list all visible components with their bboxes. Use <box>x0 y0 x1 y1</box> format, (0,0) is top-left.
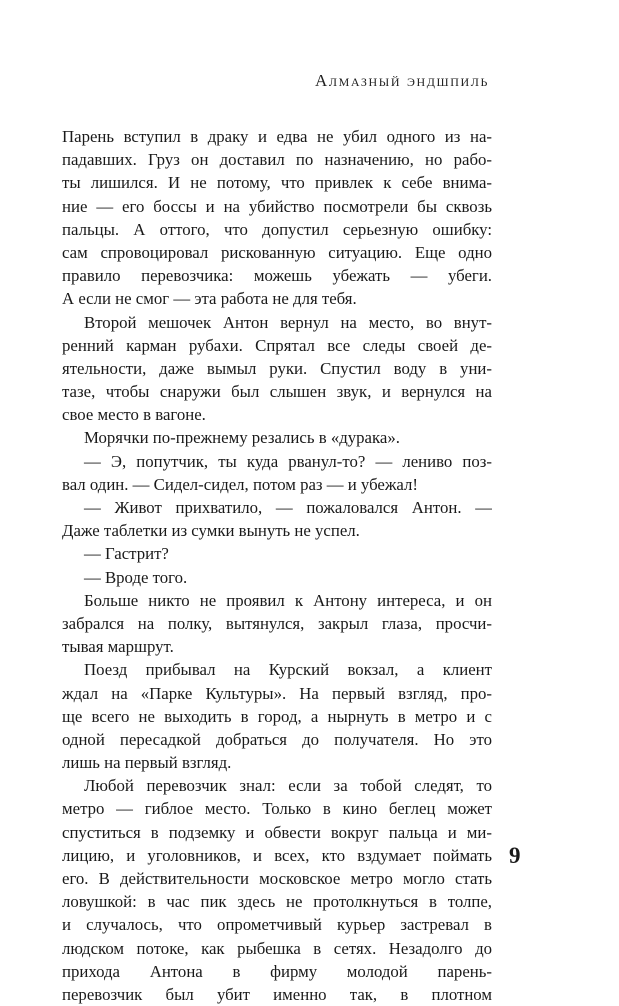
text-line: лицию, и уголовников, и всех, кто вздумает поймать <box>62 845 492 865</box>
text-line: падавших. Груз он доставил по назначению, но рабо- <box>62 150 492 170</box>
text-line: Морячки по-прежнему резались в «дурака». <box>84 428 400 448</box>
text-line: тывая маршрут. <box>62 637 174 657</box>
text-line: людском потоке, как рыбешка в сетях. Незадолго до <box>62 938 492 958</box>
text-line: тазе, чтобы снаружи был слышен звук, и вернулся на <box>62 382 492 402</box>
text-line: ренний карман рубахи. Спрятал все следы своей де- <box>62 335 492 355</box>
text-line: ждал на «Парке Культуры». На первый взгляд, про- <box>62 683 492 703</box>
text-line: прихода Антона в фирму молодой парень- <box>62 961 492 981</box>
text-line: забрался на полку, вытянулся, закрыл глаза, просчи- <box>62 613 492 633</box>
text-line: метро — гиблое место. Только в кино беглец может <box>62 799 492 819</box>
text-line: ловушкой: в час пик здесь не протолкнуться в толпе, <box>62 892 492 912</box>
text-line: и случалось, что опрометчивый курьер застревал в <box>62 915 492 935</box>
text-line: перевозчик был убит именно так, в плотном <box>62 984 492 1004</box>
text-line: вал один. — Сидел-сидел, потом раз — и убежал! <box>62 474 418 494</box>
text-line: Больше никто не проявил к Антону интереса, и он <box>84 590 492 610</box>
body-text <box>62 125 492 1006</box>
text-line: — Вроде того. <box>84 567 188 587</box>
text-line: Второй мешочек Антон вернул на место, во внут- <box>84 312 492 332</box>
running-header: Алмазный эндшпиль <box>315 71 489 90</box>
text-line: спуститься в подземку и обвести вокруг пальца и ми- <box>62 822 492 842</box>
text-line: правило перевозчика: можешь убежать — убеги. <box>62 266 492 286</box>
text-line: пальцы. А оттого, что допустил серьезную ошибку: <box>62 219 492 239</box>
page-number: 9 <box>509 843 521 868</box>
text-line: свое место в вагоне. <box>62 405 206 425</box>
text-line: лишь на первый взгляд. <box>62 753 232 773</box>
text-line: Даже таблетки из сумки вынуть не успел. <box>62 521 360 541</box>
text-line: сам спровоцировал рискованную ситуацию. Еще одно <box>62 242 492 262</box>
text-line: — Живот прихватило, — пожаловался Антон. — <box>84 498 492 517</box>
text-line: Любой перевозчик знал: если за тобой следят, то <box>84 776 492 796</box>
text-line: — Э, попутчик, ты куда рванул-то? — лениво поз- <box>84 451 492 471</box>
text-line: ятельности, даже вымыл руки. Спустил воду в уни- <box>62 358 492 378</box>
text-line: ще всего не выходить в город, а нырнуть в метро и с <box>62 706 492 726</box>
text-line: А если не смог — эта работа не для тебя. <box>62 289 357 309</box>
text-line: одной пересадкой добраться до получателя. Но это <box>62 729 492 749</box>
text-line: его. В действительности московское метро могло стать <box>62 869 492 888</box>
text-line: ние — его боссы и на убийство посмотрели бы сквозь <box>62 196 492 216</box>
text-line: ты лишился. И не потому, что привлек к себе внима- <box>62 173 492 193</box>
text-line: Парень вступил в драку и едва не убил одного из на- <box>62 127 492 146</box>
text-line: Поезд прибывал на Курский вокзал, а клиент <box>84 660 492 680</box>
text-line: — Гастрит? <box>84 544 169 564</box>
